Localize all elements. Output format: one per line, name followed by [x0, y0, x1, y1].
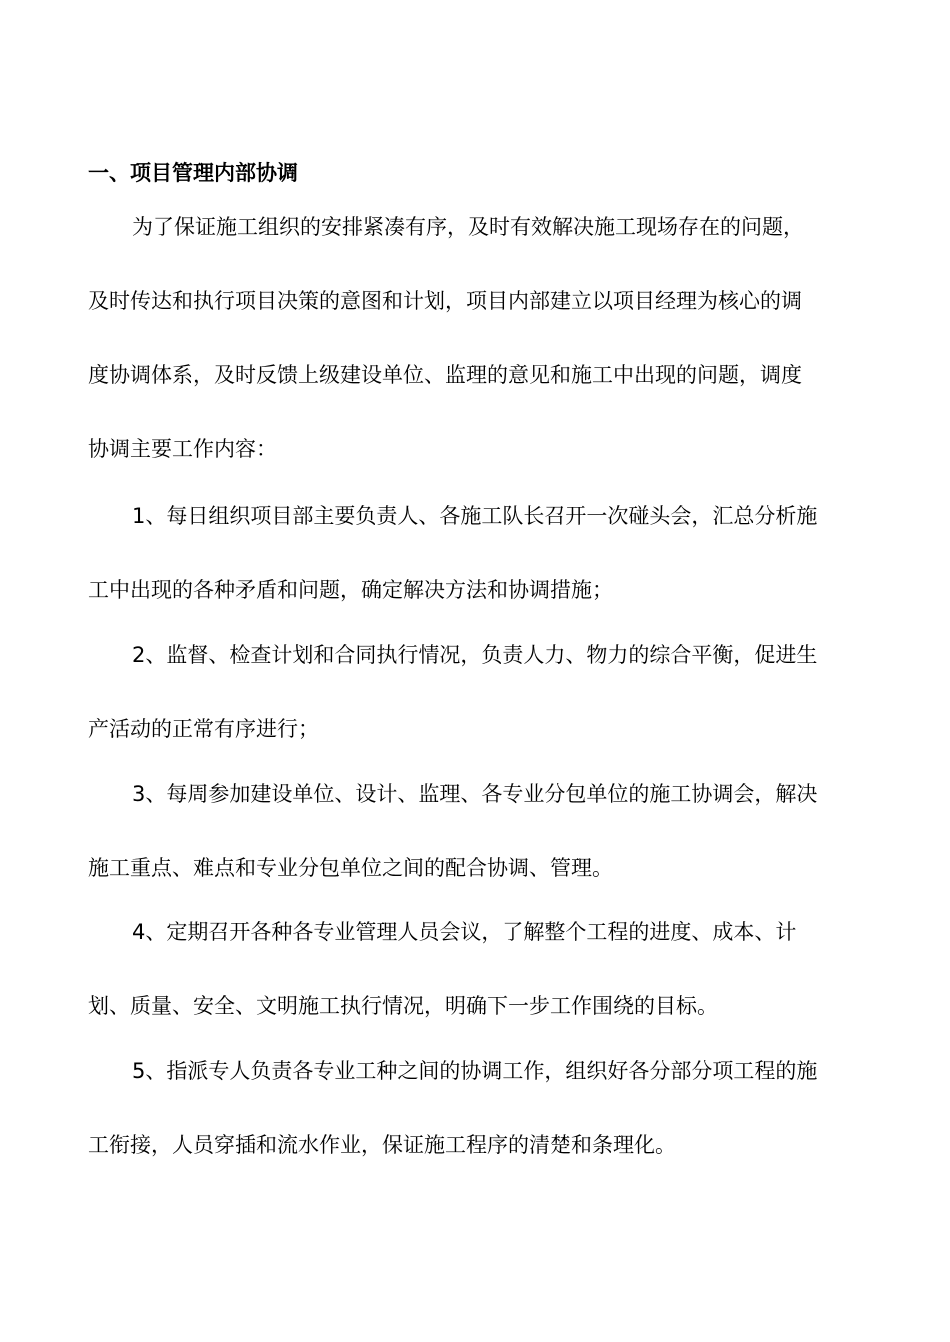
paragraph-line: 施工重点、难点和专业分包单位之间的配合协调、管理。 — [88, 856, 613, 880]
paragraph-item-1 — [88, 479, 864, 627]
paragraph-line: 工中出现的各种矛盾和问题，确定解决方法和协调措施； — [88, 578, 613, 602]
paragraph-item-5 — [88, 1034, 864, 1182]
paragraph-line: 划、质量、安全、文明施工执行情况，明确下一步工作围绕的目标。 — [88, 994, 718, 1018]
paragraph-intro — [88, 190, 864, 486]
paragraph-line: 2、监督、检查计划和合同执行情况，负责人力、物力的综合平衡，促进生 — [132, 643, 818, 667]
paragraph-line: 及时传达和执行项目决策的意图和计划，项目内部建立以项目经理为核心的调 — [88, 289, 802, 313]
paragraph-line: 工衔接，人员穿插和流水作业，保证施工程序的清楚和条理化。 — [88, 1133, 676, 1157]
paragraph-line: 5、指派专人负责各专业工种之间的协调工作，组织好各分部分项工程的施 — [132, 1059, 818, 1083]
paragraph-line: 产活动的正常有序进行； — [88, 717, 319, 741]
paragraph-item-4 — [88, 895, 864, 1043]
section-heading: 一、项目管理内部协调 — [88, 161, 298, 185]
paragraph-line: 协调主要工作内容： — [88, 437, 277, 461]
paragraph-line: 为了保证施工组织的安排紧凑有序，及时有效解决施工现场存在的问题， — [132, 215, 804, 239]
paragraph-item-3 — [88, 757, 864, 905]
paragraph-line: 1、每日组织项目部主要负责人、各施工队长召开一次碰头会，汇总分析施 — [132, 504, 818, 528]
paragraph-line: 度协调体系，及时反馈上级建设单位、监理的意见和施工中出现的问题，调度 — [88, 363, 802, 387]
paragraph-line: 3、每周参加建设单位、设计、监理、各专业分包单位的施工协调会，解决 — [132, 782, 818, 806]
paragraph-item-2 — [88, 618, 864, 766]
paragraph-line: 4、定期召开各种各专业管理人员会议，了解整个工程的进度、成本、计 — [132, 920, 797, 944]
